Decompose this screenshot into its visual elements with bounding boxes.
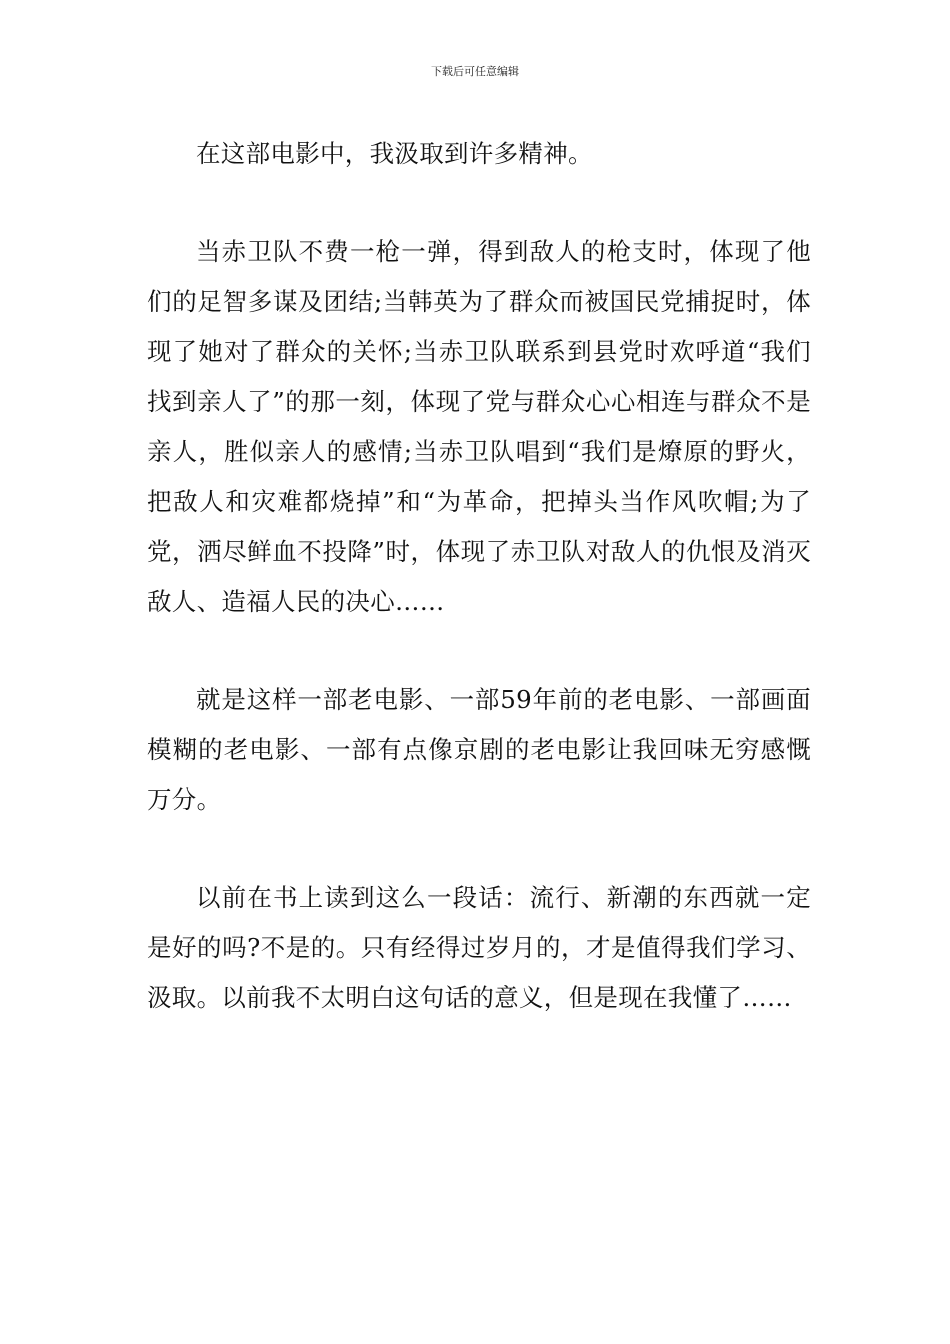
header-note: 下载后可任意编辑 [431, 65, 519, 78]
body-text [147, 129, 811, 1071]
paragraph-1: 在这部电影中，我汲取到许多精神。 [196, 139, 593, 168]
paragraph-4: 以前在书上读到这么一段话：流行、新潮的东西就一定是好的吗?不是的。只有经得过岁月的，才是值得我们学习、汲取。以前我不太明白这句话的意义，但是现在我懂了…… [147, 883, 811, 1012]
paragraph-3: 就是这样一部老电影、一部59年前的老电影、一部画面模糊的老电影、一部有点像京剧的老电影让我回味无穷感慨万分。 [147, 685, 811, 814]
paragraph-2: 当赤卫队不费一枪一弹，得到敌人的枪支时，体现了他们的足智多谋及团结;当韩英为了群众而被国民党捕捉时，体现了她对了群众的关怀;当赤卫队联系到县党时欢呼道“我们找到亲人了”的那一刻，体现了党与群众心心相连与群众不是亲人，胜似亲人的感情;当赤卫队唱到“我们是燎原的野火，把敌人和灾难都烧掉”和“为革命，把掉头当作风吹帽;为了党，洒尽鲜血不投降”时，体现了赤卫队对敌人的仇恨及消灭敌人、造福人民的决心…… [147, 237, 811, 616]
